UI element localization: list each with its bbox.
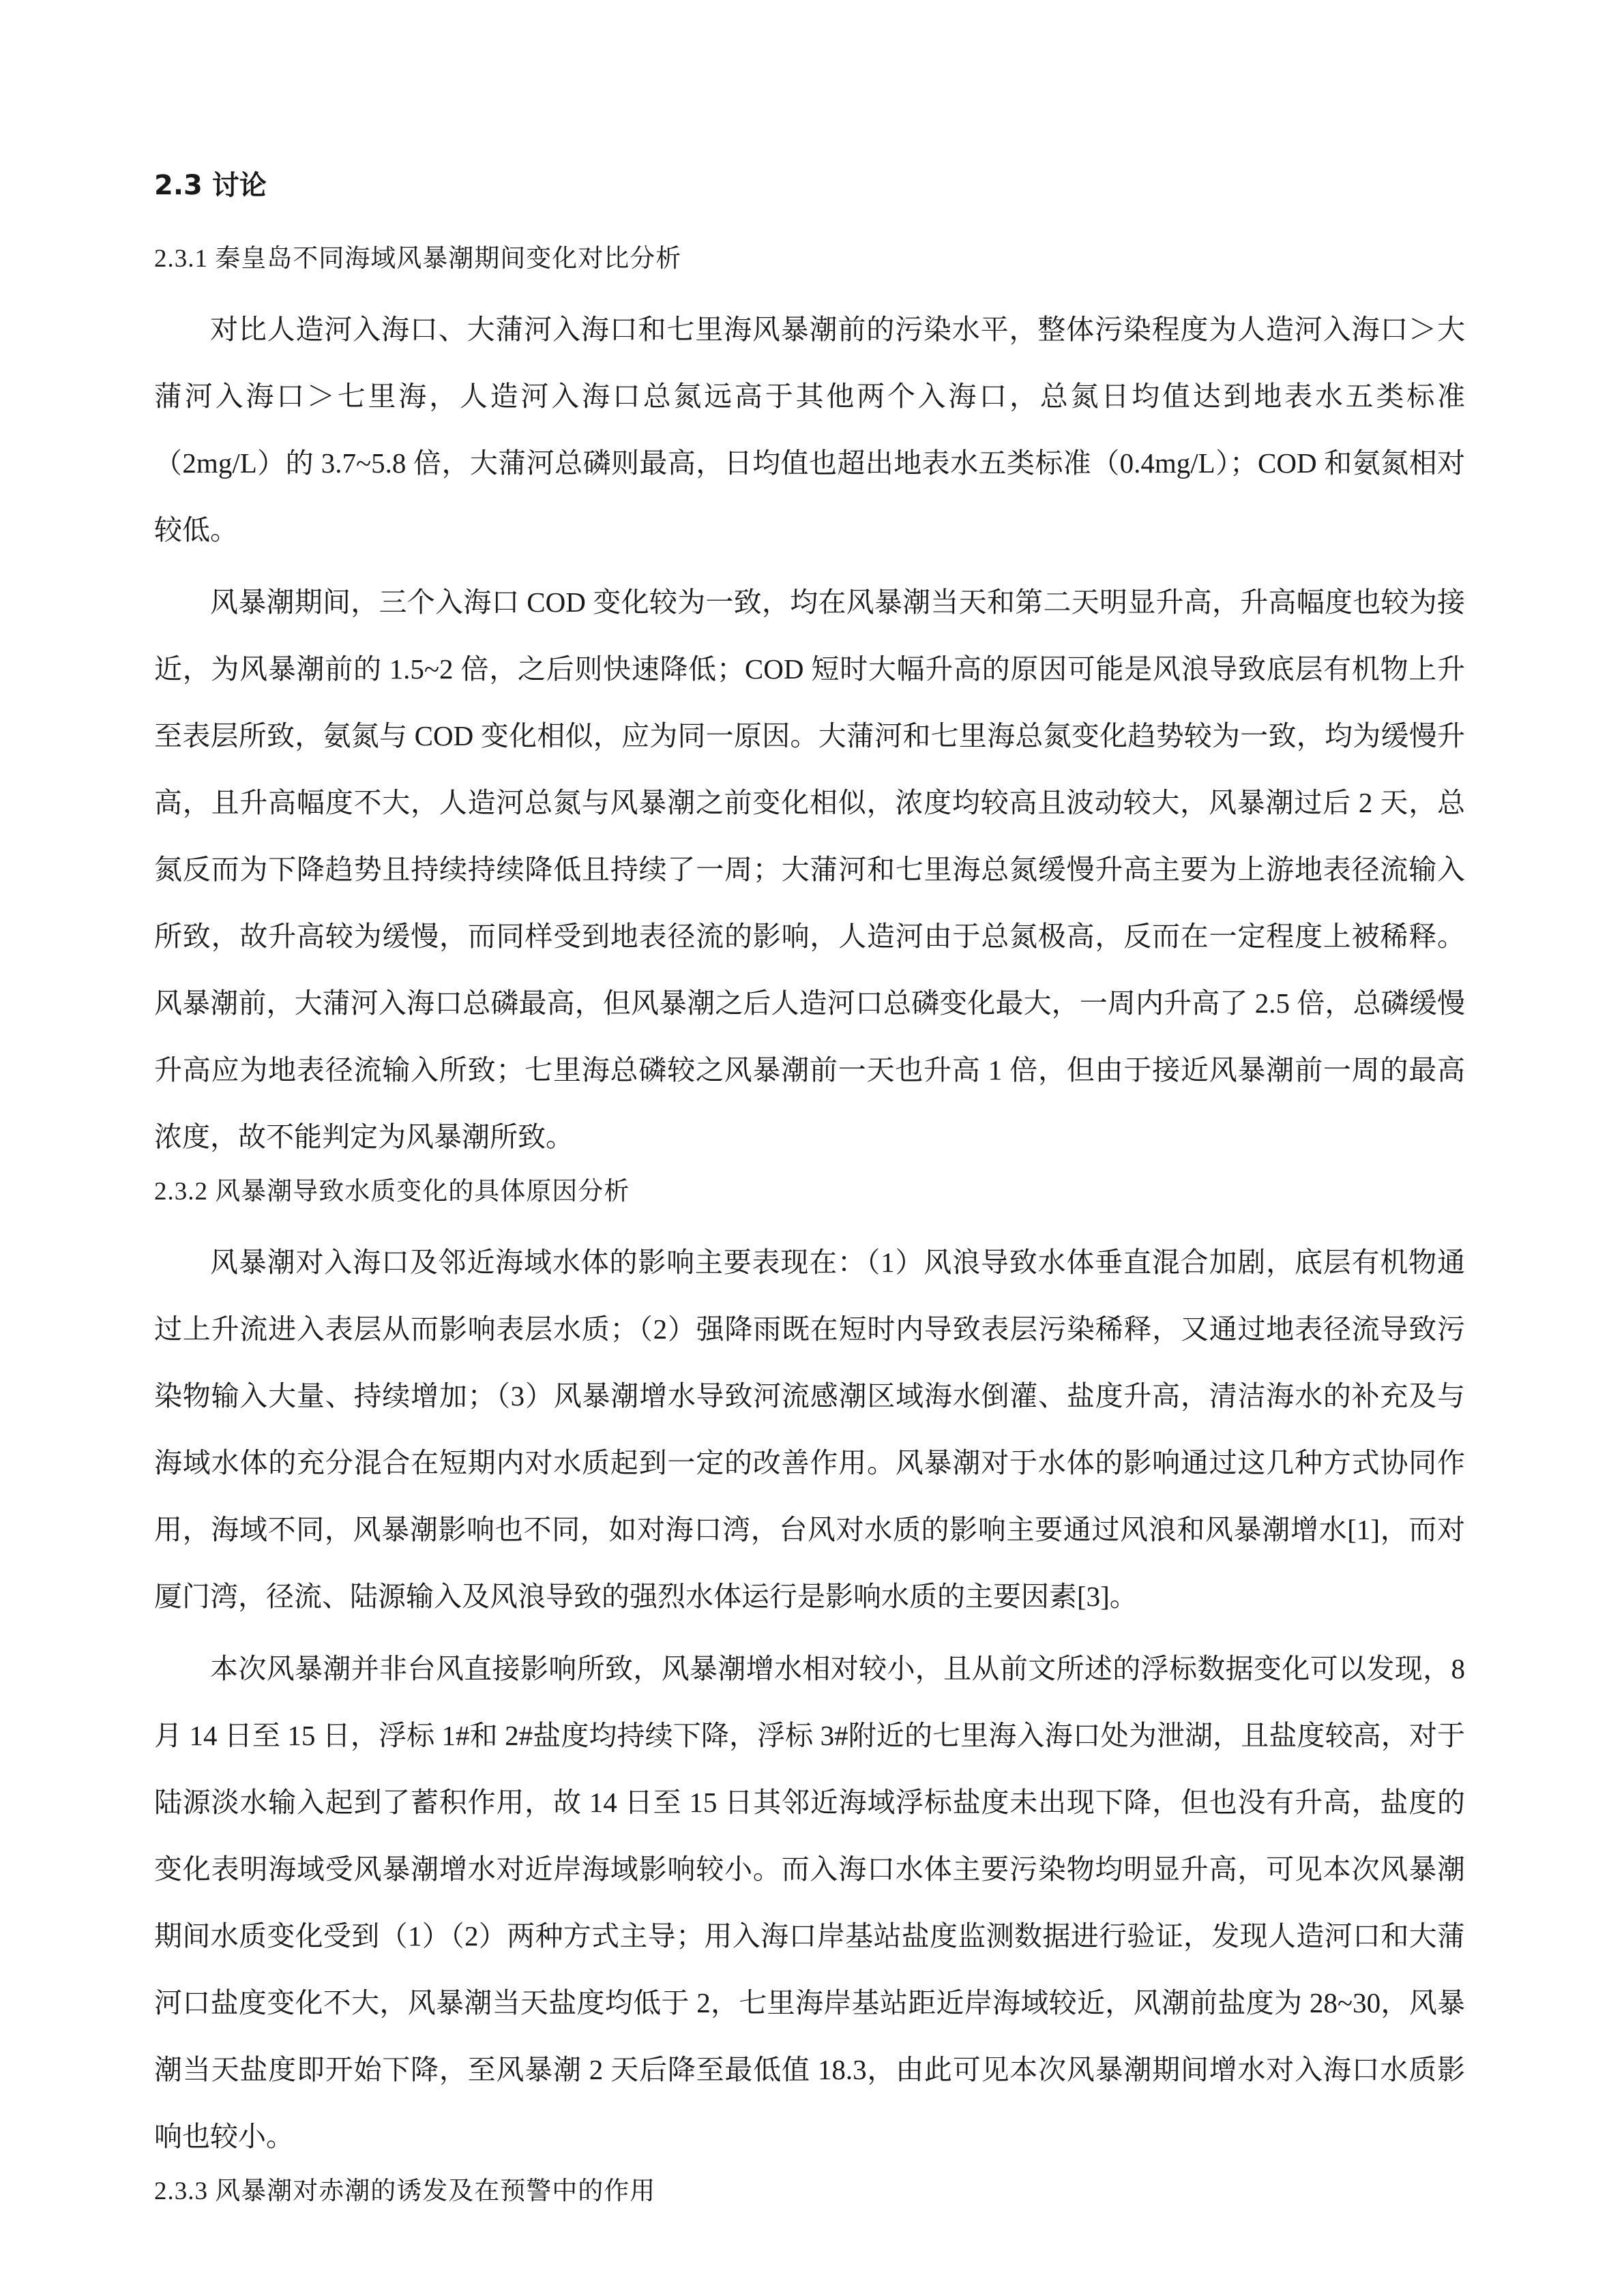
paragraph-current-storm-analysis: 本次风暴潮并非台风直接影响所致，风暴潮增水相对较小，且从前文所述的浮标数据变化可以发现，8 月 14 日至 15 日，浮标 1#和 2#盐度均持续下降，浮标 3#附近的七里海入海口处为泄湖，且盐度较高，对于陆源淡水输入起到了蓄积作用，故 14 日至 15 日其邻近海域浮标盐度未出现下降，但也没有升高，盐度的变化表明海域受风暴潮增水对近岸海域影响较小。而入海口水体主要污染物均明显升高，可见本次风暴潮期间水质变化受到（1）（2）两种方式主导；用入海口岸基站盐度监测数据进行验证，发现人造河口和大蒲河口盐度变化不大，风暴潮当天盐度均低于 2，七里海岸基站距近岸海域较近，风潮前盐度为 28~30，风暴潮当天盐度即开始下降，至风暴潮 2 天后降至最低值 18.3，由此可见本次风暴潮期间增水对入海口水质影响也较小。: [154, 1653, 1465, 2152]
paragraph-cause-mechanisms: 风暴潮对入海口及邻近海域水体的影响主要表现在：（1）风浪导致水体垂直混合加剧，底层有机物通过上升流进入表层从而影响表层水质；（2）强降雨既在短时内导致表层污染稀释，又通过地表径流导致污染物输入大量、持续增加；（3）风暴潮增水导致河流感潮区域海水倒灌、盐度升高，清洁海水的补充及与海域水体的充分混合在短期内对水质起到一定的改善作用。风暴潮对于水体的影响通过这几种方式协同作用，海域不同，风暴潮影响也不同，如对海口湾，台风对水质的影响主要通过风浪和风暴潮增水[1]，而对厦门湾，径流、陆源输入及风浪导致的强烈水体运行是影响水质的主要因素[3]。: [154, 1247, 1465, 1612]
subsection-heading-2-3-3: 2.3.3 风暴潮对赤潮的诱发及在预警中的作用: [154, 2177, 656, 2205]
section-heading: 2.3 讨论: [154, 170, 267, 201]
paragraph-storm-period-changes: 风暴潮期间，三个入海口 COD 变化较为一致，均在风暴潮当天和第二天明显升高，升高幅度也较为接近，为风暴潮前的 1.5~2 倍，之后则快速降低；COD 短时大幅升高的原因可能是风浪导致底层有机物上升至表层所致，氨氮与 COD 变化相似，应为同一原因。大蒲河和七里海总氮变化趋势较为一致，均为缓慢升高，且升高幅度不大，人造河总氮与风暴潮之前变化相似，浓度均较高且波动较大，风暴潮过后 2 天，总氮反而为下降趋势且持续持续降低且持续了一周；大蒲河和七里海总氮缓慢升高主要为上游地表径流输入所致，故升高较为缓慢，而同样受到地表径流的影响，人造河由于总氮极高，反而在一定程度上被稀释。风暴潮前，大蒲河入海口总磷最高，但风暴潮之后人造河口总磷变化最大，一周内升高了 2.5 倍，总磷缓慢升高应为地表径流输入所致；七里海总磷较之风暴潮前一天也升高 1 倍，但由于接近风暴潮前一周的最高浓度，故不能判定为风暴潮所致。: [154, 586, 1465, 1152]
document-page: [154, 169, 1465, 2228]
paragraph-pollution-comparison: 对比人造河入海口、大蒲河入海口和七里海风暴潮前的污染水平，整体污染程度为人造河入海口＞大蒲河入海口＞七里海，人造河入海口总氮远高于其他两个入海口，总氮日均值达到地表水五类标准（2mg/L）的 3.7~5.8 倍，大蒲河总磷则最高，日均值也超出地表水五类标准（0.4mg/L）；COD 和氨氮相对较低。: [154, 314, 1465, 546]
subsection-heading-2-3-1: 2.3.1 秦皇岛不同海域风暴潮期间变化对比分析: [154, 245, 682, 273]
subsection-heading-2-3-2: 2.3.2 风暴潮导致水质变化的具体原因分析: [154, 1178, 630, 1206]
